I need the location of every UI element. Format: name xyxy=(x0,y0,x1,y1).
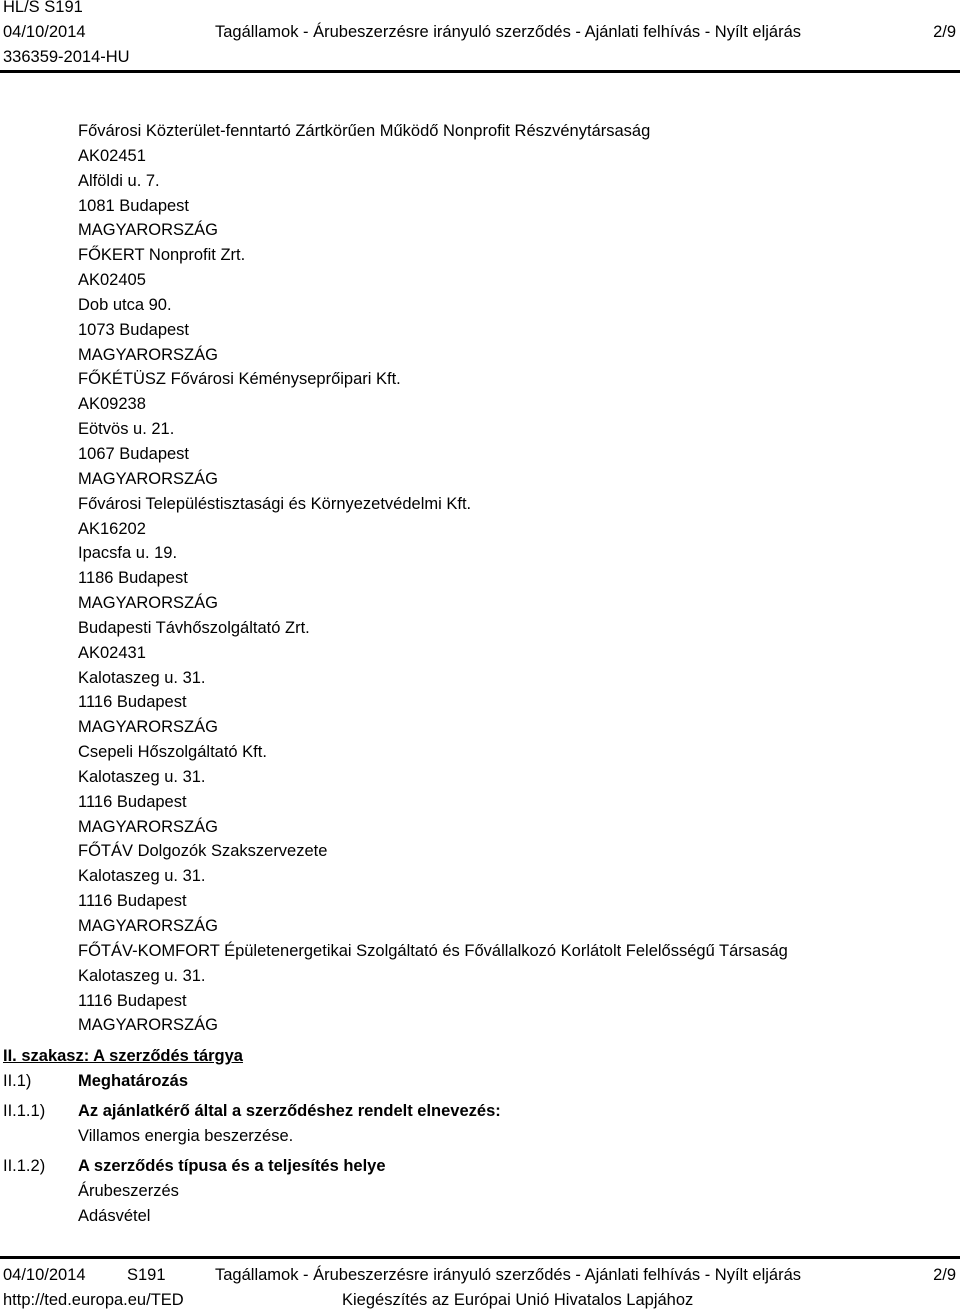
address-line: 1073 Budapest xyxy=(78,320,190,339)
address-line: Fővárosi Településtisztasági és Környezetvédelmi Kft. xyxy=(78,494,472,513)
address-line: Alföldi u. 7. xyxy=(78,171,160,190)
address-line: AK02405 xyxy=(78,271,146,290)
address-line: Kalotaszeg u. 31. xyxy=(78,966,206,985)
address-line: 1067 Budapest xyxy=(78,444,190,463)
document-code: HL/S S191 xyxy=(3,0,83,16)
address-line: AK09238 xyxy=(78,395,146,414)
address-line: 1081 Budapest xyxy=(78,196,190,215)
address-line: AK02431 xyxy=(78,643,146,662)
header-page-number: 2/9 xyxy=(933,23,956,41)
address-line: 1186 Budapest xyxy=(78,569,188,588)
contracting-authorities-list xyxy=(78,121,788,1040)
address-line: MAGYARORSZÁG xyxy=(78,817,218,836)
address-line: MAGYARORSZÁG xyxy=(78,469,218,488)
section-title-ii-1: Meghatározás xyxy=(78,1072,189,1090)
address-line: 1116 Budapest xyxy=(78,792,187,811)
footer-date: 04/10/2014 xyxy=(3,1266,86,1284)
footer-code: S191 xyxy=(127,1266,166,1284)
address-line: FŐKERT Nonprofit Zrt. xyxy=(78,246,246,265)
footer-page-number: 2/9 xyxy=(933,1266,956,1284)
address-line: Eötvös u. 21. xyxy=(78,420,175,439)
header-title: Tagállamok - Árubeszerzésre irányuló szerződés - Ajánlati felhívás - Nyílt eljárás xyxy=(215,23,801,41)
address-line: AK02451 xyxy=(78,146,146,165)
address-line: FŐTÁV-KOMFORT Épületenergetikai Szolgáltató és Fővállalkozó Korlátolt Felelősségű Társaság xyxy=(78,941,788,960)
address-line: MAGYARORSZÁG xyxy=(78,917,218,935)
section-number-ii-1: II.1) xyxy=(3,1072,32,1090)
document-id: 336359-2014-HU xyxy=(3,48,130,66)
section-number-ii-1-2: II.1.2) xyxy=(3,1157,46,1175)
address-line: Kalotaszeg u. 31. xyxy=(78,867,206,886)
contract-name-value: Villamos energia beszerzése. xyxy=(78,1127,294,1145)
address-line: Csepeli Hőszolgáltató Kft. xyxy=(78,743,267,762)
address-line: MAGYARORSZÁG xyxy=(78,718,218,737)
contract-type-value: Árubeszerzés xyxy=(78,1182,179,1200)
contract-subtype-value: Adásvétel xyxy=(78,1207,151,1225)
header-date: 04/10/2014 xyxy=(3,23,86,41)
address-line: Dob utca 90. xyxy=(78,295,172,314)
address-line: 1116 Budapest xyxy=(78,892,187,911)
address-line: MAGYARORSZÁG xyxy=(78,1016,218,1035)
section-title-ii-1-2: A szerződés típusa és a teljesítés helye xyxy=(78,1157,386,1175)
section-number-ii-1-1: II.1.1) xyxy=(3,1102,46,1120)
address-line: AK16202 xyxy=(78,519,146,538)
address-line: MAGYARORSZÁG xyxy=(78,221,218,240)
footer-url-link[interactable]: http://ted.europa.eu/TED xyxy=(3,1291,184,1309)
footer-divider xyxy=(0,1256,960,1259)
address-line: FŐKÉTÜSZ Fővárosi Kéményseprőipari Kft. xyxy=(78,370,401,389)
section-title-ii-1-1: Az ajánlatkérő által a szerződéshez rendelt elnevezés: xyxy=(78,1102,501,1120)
section-heading: II. szakasz: A szerződés tárgya xyxy=(3,1047,243,1065)
address-line: Fővárosi Közterület-fenntartó Zártkörűen Működő Nonprofit Részvénytársaság xyxy=(78,122,651,140)
address-line: Budapesti Távhőszolgáltató Zrt. xyxy=(78,618,310,637)
address-line: FŐTÁV Dolgozók Szakszervezete xyxy=(78,842,328,861)
address-line: MAGYARORSZÁG xyxy=(78,594,218,613)
address-line: Ipacsfa u. 19. xyxy=(78,544,178,563)
footer-supplement: Kiegészítés az Európai Unió Hivatalos Lapjához xyxy=(342,1291,694,1309)
address-line: 1116 Budapest xyxy=(78,693,187,712)
address-line: Kalotaszeg u. 31. xyxy=(78,668,206,687)
footer-title: Tagállamok - Árubeszerzésre irányuló szerződés - Ajánlati felhívás - Nyílt eljárás xyxy=(215,1266,801,1284)
address-line: 1116 Budapest xyxy=(78,991,187,1010)
address-line: MAGYARORSZÁG xyxy=(78,345,218,364)
header-divider xyxy=(0,70,960,73)
address-line: Kalotaszeg u. 31. xyxy=(78,767,206,786)
